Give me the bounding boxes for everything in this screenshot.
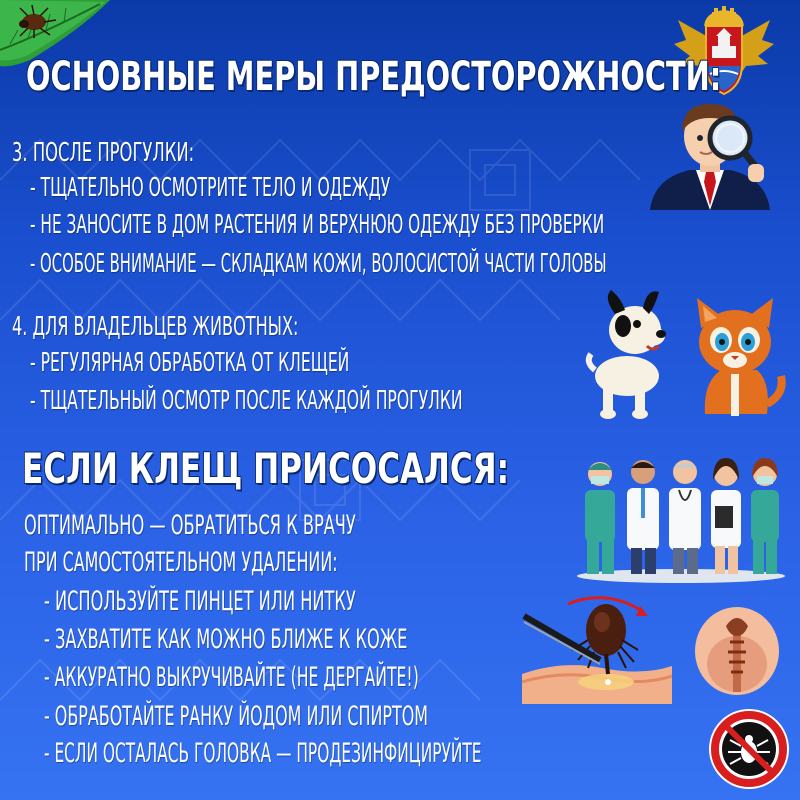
page-title-text: ОСНОВНЫЕ МЕРЫ ПРЕДОСТОРОЖНОСТИ: — [26, 54, 722, 100]
list-item-text: - ОБРАБОТАЙТЕ РАНКУ ЙОДОМ ИЛИ СПИРТОМ — [44, 701, 428, 732]
optimal-advice — [24, 510, 577, 541]
tick-attached-heading-text: ЕСЛИ КЛЕЩ ПРИСОСАЛСЯ: — [22, 444, 510, 493]
section-3-heading — [12, 138, 301, 168]
list-item — [30, 249, 800, 279]
list-item — [30, 348, 562, 378]
list-item-text: - ТЩАТЕЛЬНО ОСМОТРИТЕ ТЕЛО И ОДЕЖДУ — [30, 173, 391, 203]
list-item-text: - ЕСЛИ ОСТАЛАСЬ ГОЛОВКА — ПРОДЕЗИНФИЦИРУЙТЕ — [44, 738, 482, 769]
list-item-text: - ЗАХВАТИТЕ КАК МОЖНО БЛИЖЕ К КОЖЕ — [44, 624, 408, 655]
tick-head-closeup — [694, 606, 780, 696]
optimal-advice-text: ОПТИМАЛЬНО — ОБРАТИТЬСЯ К ВРАЧУ — [24, 510, 356, 541]
section-3-heading-text: 3. ПОСЛЕ ПРОГУЛКИ: — [12, 138, 195, 168]
list-item-text: - РЕГУЛЯРНАЯ ОБРАБОТКА ОТ КЛЕЩЕЙ — [30, 348, 350, 378]
list-item-text: - АККУРАТНО ВЫКРУЧИВАЙТЕ (НЕ ДЕРГАЙТЕ!) — [44, 662, 419, 693]
section-4-heading-text: 4. ДЛЯ ВЛАДЕЛЬЦЕВ ЖИВОТНЫХ: — [12, 312, 299, 342]
list-item-text: - ОСОБОЕ ВНИМАНИЕ — СКЛАДКАМ КОЖИ, ВОЛОСИСТОЙ ЧАСТИ ГОЛОВЫ — [30, 249, 607, 279]
page-title — [26, 54, 800, 100]
list-item-text: - ТЩАТЕЛЬНЫЙ ОСМОТР ПОСЛЕ КАЖДОЙ ПРОГУЛКИ — [30, 386, 463, 416]
list-item-text: - ИСПОЛЬЗУЙТЕ ПИНЦЕТ ИЛИ НИТКУ — [44, 586, 356, 617]
man-with-magnifier-icon — [640, 98, 780, 210]
tick-removal-diagram — [522, 596, 672, 704]
list-item — [44, 586, 564, 617]
list-item — [44, 738, 800, 769]
list-item-text: - НЕ ЗАНОСИТЕ В ДОМ РАСТЕНИЯ И ВЕРХНЮЮ ОДЕЖДУ БЕЗ ПРОВЕРКИ — [30, 210, 605, 240]
list-item — [30, 210, 800, 240]
list-item — [30, 173, 631, 203]
dog-and-cat-illustration — [585, 284, 790, 424]
section-4-heading — [12, 312, 474, 342]
medical-team-illustration — [575, 454, 787, 584]
self-removal-heading-text: ПРИ САМОСТОЯТЕЛЬНОМ УДАЛЕНИИ: — [24, 547, 338, 578]
no-tick-sign-icon — [706, 706, 792, 792]
list-item — [44, 701, 695, 732]
self-removal-heading — [24, 547, 556, 578]
